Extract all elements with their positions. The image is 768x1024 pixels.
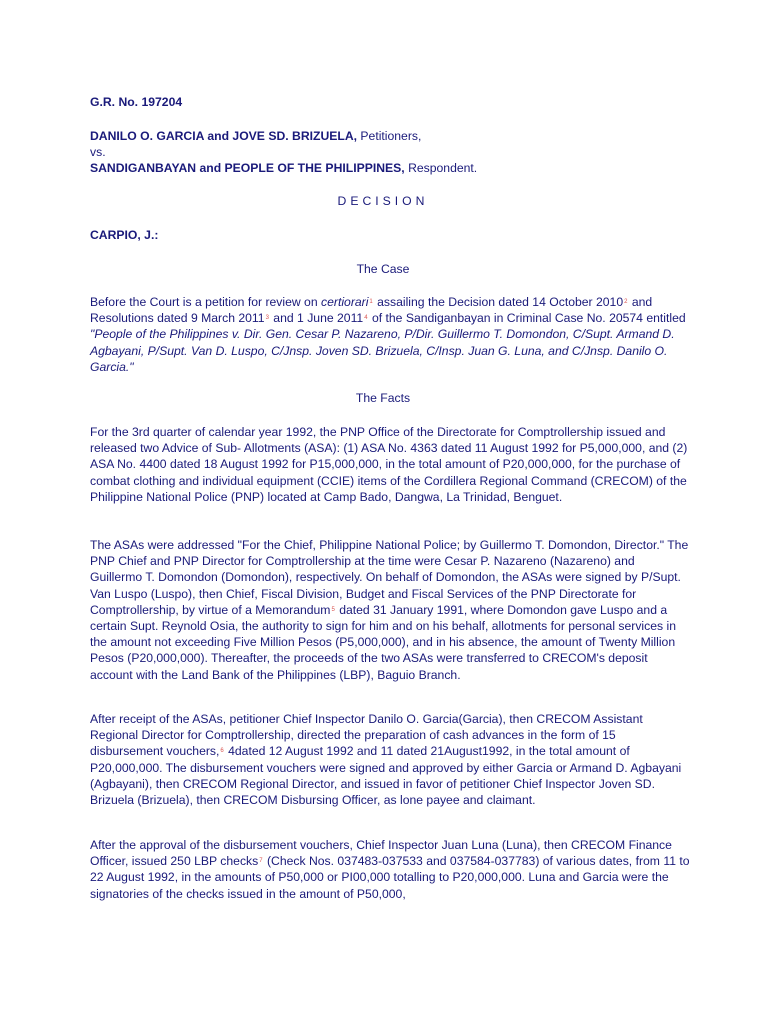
case-number: G.R. No. 197204 (90, 95, 183, 109)
footnote-link[interactable]: 2 (624, 299, 628, 305)
text-italic: certiorari (321, 295, 369, 309)
petitioners-label: Petitioners, (360, 129, 422, 143)
text: 4dated 12 August 1992 and 11 dated 21August1992, in the total amount of P20,000,000. The disbursement vouchers were signed and approved by either Garcia or Armand D. Agbayani (Agbayani), then CRECOM Regional Director, and issued in favor of petitioner Chief Inspector Joven SD. Brizuela (Brizuela), then CRECOM Disbursing Officer, as lone payee and claimant. (90, 744, 682, 808)
text: The ASAs were addressed "For the Chief, Philippine National Police; by Guillermo T. Domondon, Director." The PNP Chief and PNP Director for Comptrollership at the time were Cesar P. Nazareno (Nazareno) and Guillermo T. Domondon (Domondon), respectively. On behalf of Domondon, the ASAs were signed by P/Supt. Van Luspo (Luspo), then Chief, Fiscal Division, Budget and Fiscal Services of the PNP Directorate for Comptrollership, by virtue of a Memorandum (90, 538, 689, 617)
petitioners-names: DANILO O. GARCIA and JOVE SD. BRIZUELA, (90, 129, 358, 143)
paragraph-facts-3 (90, 711, 690, 808)
ponente: CARPIO, J.: (90, 228, 159, 242)
footnote-link[interactable]: 6 (220, 748, 224, 755)
text: dated 31 January 1991, where Domondon gave Luspo and a certain Supt. Reynold Osia, the authority to sign for him and on his behalf, allotments for personal services in the amount not exceeding Five Million Pesos (P5,000,000), and in his absence, the amount of Twenty Million Pesos (P20,000,000). Thereafter, the proceeds of the two ASAs were transferred to CRECOM's deposit account with the Land Bank of the Philippines (LBP), Baguio Branch. (90, 602, 676, 682)
text: of the Sandiganbayan in Criminal Case No. 20574 entitled (368, 311, 686, 326)
versus: vs. (90, 145, 106, 159)
footnote-link[interactable]: 5 (331, 606, 335, 613)
section-heading-case: The Case (356, 262, 410, 276)
text: After the approval of the disbursement vouchers, Chief Inspector Juan Luna (Luna), then CRECOM Finance Officer, issued 250 LBP checks (90, 838, 672, 869)
text: (Check Nos. 037483-037533 and 037584-037783) of various dates, from 11 to 22 August 1992, in the amounts of P50,000 or PI00,000 totalling to P20,000,000. Luna and Garcia were the signatories of the checks issued in the amount of P50,000, (90, 854, 690, 901)
footnote-link[interactable]: 4 (364, 315, 368, 322)
text: Before the Court is a petition for review on (90, 295, 322, 309)
footnote-link[interactable]: 7 (259, 858, 263, 865)
paragraph-facts-2 (90, 537, 690, 683)
respondents-names: SANDIGANBAYAN and PEOPLE OF THE PHILIPPINES, (90, 161, 405, 175)
respondents-label: Respondent. (408, 161, 478, 175)
text: assailing the Decision dated 14 October 2010 (373, 295, 624, 309)
footnote-link[interactable]: 1 (369, 299, 373, 305)
paragraph-facts-4 (90, 837, 690, 902)
text-italic: "People of the Philippines v. Dir. Gen. Cesar P. Nazareno, P/Dir. Guillermo T. Domondon, C/Supt. Armand D. Agbayani, P/Supt. Van D. Luspo, C/Jnsp. Joven SD. Brizuela, C/Insp. Juan G. Luna, and C/Jnsp. Danilo O. Garcia." (90, 327, 675, 374)
section-heading-facts: The Facts (355, 391, 411, 405)
text: and Resolutions dated 9 March 2011 (90, 295, 653, 326)
petitioners-line (90, 128, 690, 144)
footnote-link[interactable]: 3 (265, 315, 269, 322)
paragraph-facts-1: For the 3rd quarter of calendar year 1992, the PNP Office of the Directorate for Comptrollership issued and released two Advice of Sub- Allotments (ASA): (1) ASA No. 4363 dated 11 August 1992 for P5,000,000, and (2) ASA No. 4400 dated 18 August 1992 for P15,000,000, in the total amount of P20,000,000, for the purchase of combat clothing and individual equipment (CCIE) items of the Cordillera Regional Command (CRECOM) of the Philippine National Police (PNP) located at Camp Bado, Dangwa, La Trinidad, Benguet. (90, 425, 688, 504)
paragraph-case (90, 294, 690, 375)
respondents-line (90, 160, 690, 176)
decision-heading: DECISION (337, 194, 429, 208)
text: and 1 June 2011 (269, 311, 364, 326)
text: After receipt of the ASAs, petitioner Chief Inspector Danilo O. Garcia(Garcia), then CRECOM Assistant Regional Director for Comptrollership, directed the preparation of cash advances in the form of 15 disbursement vouchers, (90, 712, 643, 759)
